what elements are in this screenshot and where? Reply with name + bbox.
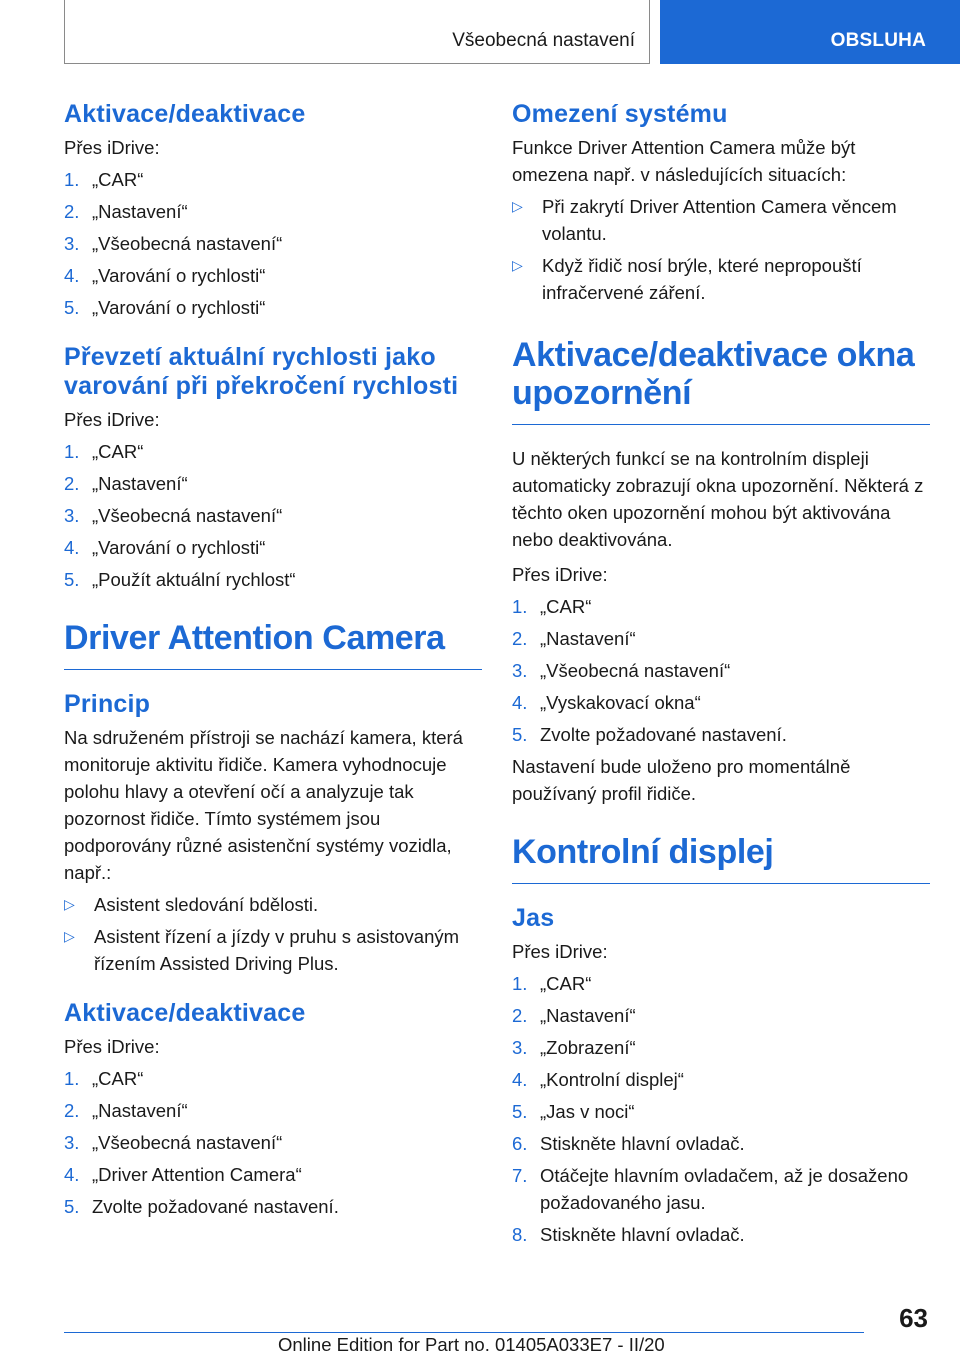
step-item: [512, 1221, 930, 1248]
step-number: 3.: [512, 1037, 528, 1058]
body-text: Funkce Driver Attention Camera může být omezena např. v následujících situacích:: [512, 137, 856, 185]
step-number: 2.: [512, 628, 528, 649]
step-number: 5.: [64, 569, 80, 590]
step-number: 7.: [512, 1165, 528, 1186]
steps-list: [64, 166, 482, 321]
bullet-item: [64, 891, 482, 918]
step-text: „Nastavení“: [92, 1100, 188, 1121]
section-heading: Aktivace/deaktivace: [64, 999, 306, 1027]
section-adopt-current-speed: [64, 343, 482, 593]
left-column: [64, 100, 482, 1220]
step-text: „Varování o rychlosti“: [92, 265, 266, 286]
bullet-list: [512, 193, 930, 306]
bullet-item: [512, 252, 930, 306]
step-number: 5.: [512, 1101, 528, 1122]
step-number: 1.: [512, 596, 528, 617]
step-item: [512, 625, 930, 652]
header-chapter-tab: [660, 0, 960, 64]
step-item: [512, 1034, 930, 1061]
step-number: 5.: [512, 724, 528, 745]
step-item: [64, 1065, 482, 1092]
step-number: 4.: [64, 1164, 80, 1185]
step-text: „Driver Attention Camera“: [92, 1164, 302, 1185]
step-number: 6.: [512, 1133, 528, 1154]
bullet-text: Při zakrytí Driver Attention Camera věncem volantu.: [542, 196, 897, 244]
step-text: „Varování o rychlosti“: [92, 537, 266, 558]
step-text: „CAR“: [92, 441, 144, 462]
step-item: [512, 657, 930, 684]
step-item: [64, 1193, 482, 1220]
chapter-heading: Driver Attention Camera: [64, 619, 482, 670]
triangle-bullet-icon: ▷: [512, 257, 523, 273]
section-heading: Jas: [512, 904, 555, 932]
bullet-text: Když řidič nosí brýle, které nepropouští infračervené záření.: [542, 255, 862, 303]
step-text: „Všeobecná nastavení“: [540, 660, 731, 681]
step-text: „Všeobecná nastavení“: [92, 233, 283, 254]
step-text: „Všeobecná nastavení“: [92, 505, 283, 526]
body-text: U některých funkcí se na kontrolním displeji automaticky zobrazují okna upozornění. Některá z těchto oken upozornění mohou být aktivována nebo deaktivována.: [512, 448, 924, 550]
step-text: „Nastavení“: [92, 473, 188, 494]
step-text: „Vyskakovací okna“: [540, 692, 701, 713]
header-section-box: [64, 0, 650, 64]
step-item: [512, 1162, 930, 1216]
step-number: 4.: [64, 537, 80, 558]
step-number: 1.: [64, 441, 80, 462]
step-text: „Všeobecná nastavení“: [92, 1132, 283, 1153]
step-item: [512, 1002, 930, 1029]
step-text: „CAR“: [540, 596, 592, 617]
triangle-bullet-icon: ▷: [64, 928, 75, 944]
intro-text: Přes iDrive:: [64, 1036, 160, 1057]
step-item: [64, 198, 482, 225]
section-heading: Aktivace/deaktivace: [64, 100, 306, 128]
intro-text: Přes iDrive:: [512, 941, 608, 962]
step-text: Stiskněte hlavní ovladač.: [540, 1133, 745, 1154]
step-item: [64, 1161, 482, 1188]
step-item: [64, 166, 482, 193]
steps-list: [512, 970, 930, 1248]
steps-list: [64, 438, 482, 593]
chapter-control-display: [512, 833, 930, 1248]
header-section-title: Všeobecná nastavení: [452, 30, 635, 51]
right-column: [512, 100, 930, 1248]
step-item: [64, 502, 482, 529]
triangle-bullet-icon: ▷: [512, 198, 523, 214]
step-text: „Nastavení“: [540, 628, 636, 649]
section-speed-warning-activation: [64, 100, 482, 321]
intro-text: Přes iDrive:: [64, 409, 160, 430]
bullet-text: Asistent sledování bdělosti.: [94, 894, 319, 915]
step-text: Otáčejte hlavním ovladačem, až je dosaženo požadovaného jasu.: [540, 1165, 909, 1213]
bullet-text: Asistent řízení a jízdy v pruhu s asistovaným řízením Assisted Driving Plus.: [94, 926, 460, 974]
step-item: [512, 1130, 930, 1157]
footer-edition: Online Edition for Part no. 01405A033E7 - II/20: [278, 1334, 665, 1355]
step-item: [64, 534, 482, 561]
step-text: „Jas v noci“: [540, 1101, 635, 1122]
step-number: 2.: [64, 201, 80, 222]
triangle-bullet-icon: ▷: [64, 896, 75, 912]
step-item: [512, 970, 930, 997]
step-text: „Varování o rychlosti“: [92, 297, 266, 318]
step-number: 1.: [64, 1068, 80, 1089]
step-number: 3.: [64, 1132, 80, 1153]
steps-list: [64, 1065, 482, 1220]
step-item: [64, 566, 482, 593]
step-text: Zvolte požadované nastavení.: [540, 724, 787, 745]
step-item: [64, 470, 482, 497]
step-number: 1.: [64, 169, 80, 190]
step-number: 1.: [512, 973, 528, 994]
chapter-heading: Aktivace/deaktivace okna upozornění: [512, 336, 930, 425]
step-number: 4.: [512, 692, 528, 713]
step-number: 8.: [512, 1224, 528, 1245]
note-text: Nastavení bude uloženo pro momentálně používaný profil řidiče.: [512, 756, 851, 804]
page-number: 63: [899, 1303, 928, 1333]
intro-text: Přes iDrive:: [64, 137, 160, 158]
header-chapter-label: OBSLUHA: [830, 30, 926, 51]
section-heading: Princip: [64, 690, 151, 718]
step-item: [64, 438, 482, 465]
step-text: „Nastavení“: [92, 201, 188, 222]
chapter-heading: Kontrolní displej: [512, 833, 930, 884]
chapter-driver-attention-camera: [64, 619, 482, 1220]
step-number: 2.: [512, 1005, 528, 1026]
step-text: Stiskněte hlavní ovladač.: [540, 1224, 745, 1245]
step-number: 2.: [64, 473, 80, 494]
bullet-item: [512, 193, 930, 247]
step-text: „CAR“: [92, 1068, 144, 1089]
step-item: [64, 262, 482, 289]
section-heading: Omezení systému: [512, 100, 728, 128]
step-number: 3.: [512, 660, 528, 681]
step-item: [512, 593, 930, 620]
step-item: [64, 294, 482, 321]
step-item: [64, 1097, 482, 1124]
step-number: 2.: [64, 1100, 80, 1121]
step-item: [64, 230, 482, 257]
bullet-item: [64, 923, 482, 977]
intro-text: Přes iDrive:: [512, 564, 608, 585]
step-number: 5.: [64, 1196, 80, 1217]
step-number: 4.: [64, 265, 80, 286]
step-text: „Kontrolní displej“: [540, 1069, 684, 1090]
step-text: „Použít aktuální rychlost“: [92, 569, 296, 590]
chapter-popup-windows: [512, 336, 930, 807]
step-item: [64, 1129, 482, 1156]
step-text: „CAR“: [540, 973, 592, 994]
section-heading: Převzetí aktuální rychlosti jako varování při překročení rychlosti: [64, 343, 459, 400]
section-system-limits: [512, 100, 930, 306]
step-number: 3.: [64, 505, 80, 526]
step-item: [512, 721, 930, 748]
footer-divider: [64, 1332, 864, 1333]
step-number: 5.: [64, 297, 80, 318]
bullet-list: [64, 891, 482, 977]
body-text: Na sdruženém přístroji se nachází kamera, která monitoruje aktivitu řidiče. Kamera vyhodnocuje polohu hlavy a otevření očí a analyzuje tak pozornost řidiče. Tímto systémem jsou podporovány různé asistenční systémy vozidla, např.:: [64, 727, 463, 883]
step-item: [512, 689, 930, 716]
step-number: 3.: [64, 233, 80, 254]
steps-list: [512, 593, 930, 748]
step-number: 4.: [512, 1069, 528, 1090]
step-text: „CAR“: [92, 169, 144, 190]
step-text: Zvolte požadované nastavení.: [92, 1196, 339, 1217]
step-item: [512, 1098, 930, 1125]
step-item: [512, 1066, 930, 1093]
step-text: „Nastavení“: [540, 1005, 636, 1026]
step-text: „Zobrazení“: [540, 1037, 636, 1058]
